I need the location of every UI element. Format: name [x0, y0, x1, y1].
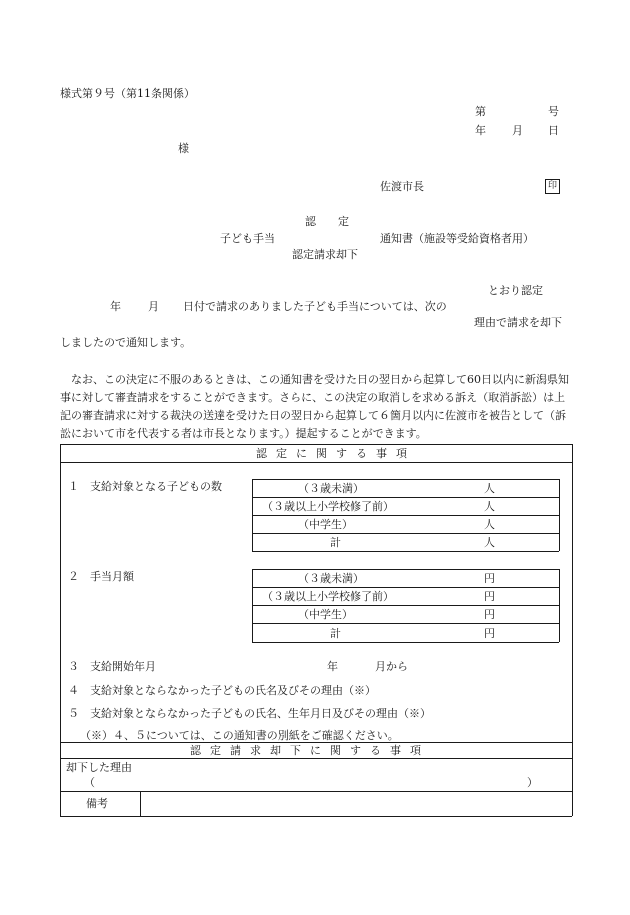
body-request-text: 日付で請求のありました子ども手当については、次の	[183, 300, 447, 313]
number-prefix: 第	[475, 105, 486, 118]
note-text: （※）４、５については、この通知書の別紙をご確認ください。	[80, 729, 399, 742]
kyakka-section-header: 認定請求却下に関する事項	[190, 744, 430, 757]
item1-row-label: （３歳未満）	[298, 482, 364, 495]
remarks-divider	[60, 791, 572, 792]
title-notice: 通知書（施設等受給資格者用）	[380, 232, 534, 245]
item3-label: ３ 支給開始年月	[68, 660, 156, 673]
item2-row-unit: 円	[484, 572, 495, 585]
item2-row-unit: 円	[484, 627, 495, 640]
remarks-column-divider	[140, 791, 141, 816]
item1-row-unit: 人	[484, 482, 495, 495]
item1-row-unit: 人	[484, 518, 495, 531]
item1-row-unit: 人	[484, 536, 495, 549]
title-nintei: 認 定	[305, 215, 349, 228]
title-child-allowance: 子ども手当	[220, 232, 275, 245]
nintei-header-divider	[60, 462, 572, 463]
body-date-year: 年	[110, 300, 121, 313]
reason-paren-close: ）	[527, 776, 538, 789]
issuer-name: 佐渡市長	[380, 180, 424, 193]
body-right-bottom: 理由で請求を却下	[474, 316, 562, 329]
reason-label: 却下した理由	[66, 761, 132, 774]
kyakka-top-divider	[60, 742, 572, 743]
title-rejected: 認定請求却下	[292, 248, 358, 261]
date-year: 年	[475, 124, 486, 137]
frame-right	[572, 444, 573, 816]
date-month: 月	[512, 124, 523, 137]
nintei-section-header: 認定に関する事項	[256, 447, 416, 460]
seal-mark: 印	[545, 179, 560, 194]
number-suffix: 号	[548, 105, 559, 118]
reason-paren-open: （	[84, 776, 95, 789]
item1-row-label: （中学生）	[298, 518, 353, 531]
item3-year: 年	[327, 660, 338, 673]
body-line-end: しましたので通知します。	[60, 336, 192, 349]
item1-row-label: （３歳以上小学校修了前）	[262, 500, 394, 513]
date-day: 日	[548, 124, 559, 137]
item2-row-unit: 円	[484, 608, 495, 621]
item2-row-label: （３歳以上小学校修了前）	[262, 590, 394, 603]
frame-bottom	[60, 816, 572, 817]
item3-month-from: 月から	[375, 660, 408, 673]
item2-row-unit: 円	[484, 590, 495, 603]
item4-label: ４ 支給対象とならなかった子どもの氏名及びその理由（※）	[68, 684, 376, 697]
item1-row-unit: 人	[484, 500, 495, 513]
remarks-label: 備考	[86, 797, 108, 810]
item2-label: ２ 手当月額	[68, 570, 134, 583]
kyakka-header-divider	[60, 758, 572, 759]
frame-top	[60, 444, 572, 445]
item2-row-label: （中学生）	[298, 608, 353, 621]
appeal-paragraph: なお、この決定に不服のあるときは、この通知書を受けた日の翌日から起算して60日以内に新潟県知事に対して審査請求をすることができます。さらに、この決定の取消しを求める訴え（取消訴訟）は上記の審査請求に対する裁決の送達を受けた日の翌日から起算して６箇月以内に佐渡市を被告として（訴訟において市を代表する者は市長となります。）提起することができます。	[60, 373, 569, 440]
item1-row-label: 計	[330, 536, 341, 549]
body-date-month: 月	[148, 300, 159, 313]
form-number: 様式第９号（第11条関係）	[60, 87, 195, 100]
item5-label: ５ 支給対象とならなかった子どもの氏名、生年月日及びその理由（※）	[68, 707, 431, 720]
item2-row-label: 計	[330, 627, 341, 640]
item2-row-label: （３歳未満）	[298, 572, 364, 585]
item1-label: １ 支給対象となる子どもの数	[68, 480, 222, 493]
frame-left	[60, 444, 61, 816]
recipient-sama: 様	[178, 142, 189, 155]
body-right-top: とおり認定	[488, 284, 543, 297]
